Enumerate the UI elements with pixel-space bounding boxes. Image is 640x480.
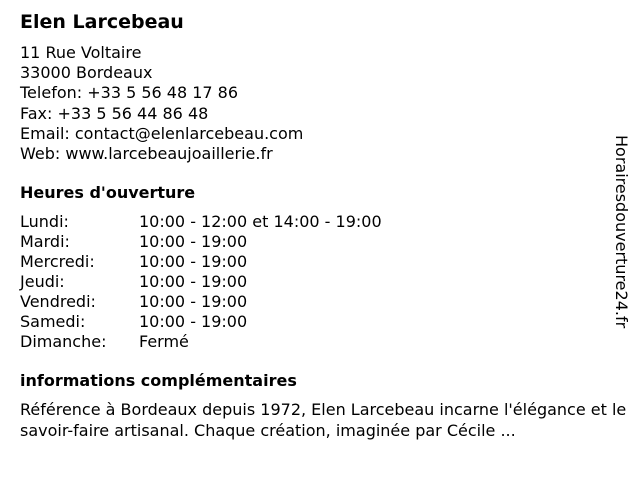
hours-row-vendredi <box>20 292 620 312</box>
hours-time-value: 10:00 - 19:00 <box>139 232 248 252</box>
opening-hours-table <box>20 212 620 352</box>
hours-day-label: Samedi: <box>20 312 86 332</box>
hours-time-value: 10:00 - 19:00 <box>139 292 248 312</box>
opening-hours-heading: Heures d'ouverture <box>20 183 196 203</box>
hours-day-label: Lundi: <box>20 212 69 232</box>
hours-row-mercredi <box>20 252 620 272</box>
address-city: 33000 Bordeaux <box>20 63 153 83</box>
hours-time-value: Fermé <box>139 332 189 352</box>
hours-time-value: 10:00 - 19:00 <box>139 272 248 292</box>
hours-day-label: Vendredi: <box>20 292 96 312</box>
hours-day-label: Jeudi: <box>20 272 65 292</box>
phone-number: Telefon: +33 5 56 48 17 86 <box>20 83 239 103</box>
hours-row-samedi <box>20 312 620 332</box>
business-name: Elen Larcebeau <box>20 11 184 33</box>
hours-time-value: 10:00 - 19:00 <box>139 312 248 332</box>
hours-row-lundi <box>20 212 620 232</box>
site-credit-vertical: Horairesdouverture24.fr <box>612 135 631 329</box>
contact-info <box>20 43 620 164</box>
hours-day-label: Dimanche: <box>20 332 107 352</box>
additional-info-text: Référence à Bordeaux depuis 1972, Elen Larcebeau incarne l'élégance et le savoir-faire artisanal. Chaque création, imaginée par Cécile ... <box>20 400 627 440</box>
hours-day-label: Mardi: <box>20 232 70 252</box>
hours-day-label: Mercredi: <box>20 252 95 272</box>
email-address: Email: contact@elenlarcebeau.com <box>20 123 304 143</box>
address-street: 11 Rue Voltaire <box>20 43 142 62</box>
hours-row-jeudi <box>20 272 620 292</box>
hours-row-dimanche <box>20 332 620 352</box>
additional-info-heading: informations complémentaires <box>20 371 297 391</box>
hours-row-mardi <box>20 232 620 252</box>
fax-number: Fax: +33 5 56 44 86 48 <box>20 103 209 123</box>
hours-time-value: 10:00 - 19:00 <box>139 252 248 272</box>
website-address: Web: www.larcebeaujoaillerie.fr <box>20 144 273 164</box>
hours-time-value: 10:00 - 12:00 et 14:00 - 19:00 <box>139 212 382 232</box>
